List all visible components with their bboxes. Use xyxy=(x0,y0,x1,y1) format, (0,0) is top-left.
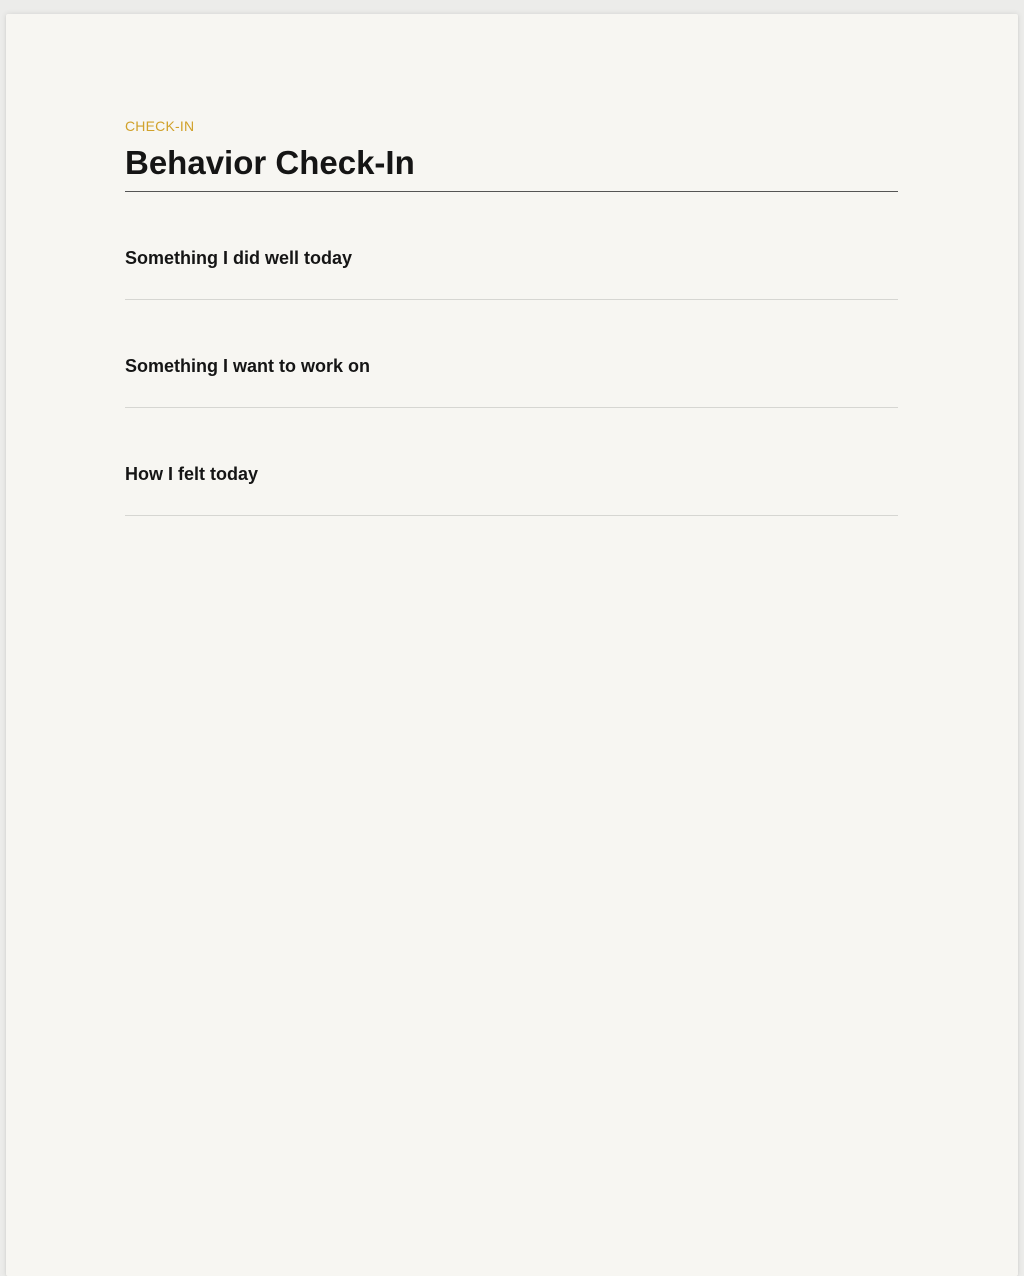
prompt-label: Something I want to work on xyxy=(125,356,370,376)
prompt-felt-today[interactable] xyxy=(125,408,898,516)
eyebrow-label: CHECK-IN xyxy=(125,118,195,134)
worksheet-page xyxy=(6,14,1018,1276)
prompt-work-on[interactable] xyxy=(125,300,898,408)
prompt-did-well[interactable] xyxy=(125,192,898,300)
prompt-label: How I felt today xyxy=(125,464,259,484)
prompt-label: Something I did well today xyxy=(125,248,353,268)
worksheet-content xyxy=(125,118,898,516)
page-title: Behavior Check-In xyxy=(125,144,898,192)
